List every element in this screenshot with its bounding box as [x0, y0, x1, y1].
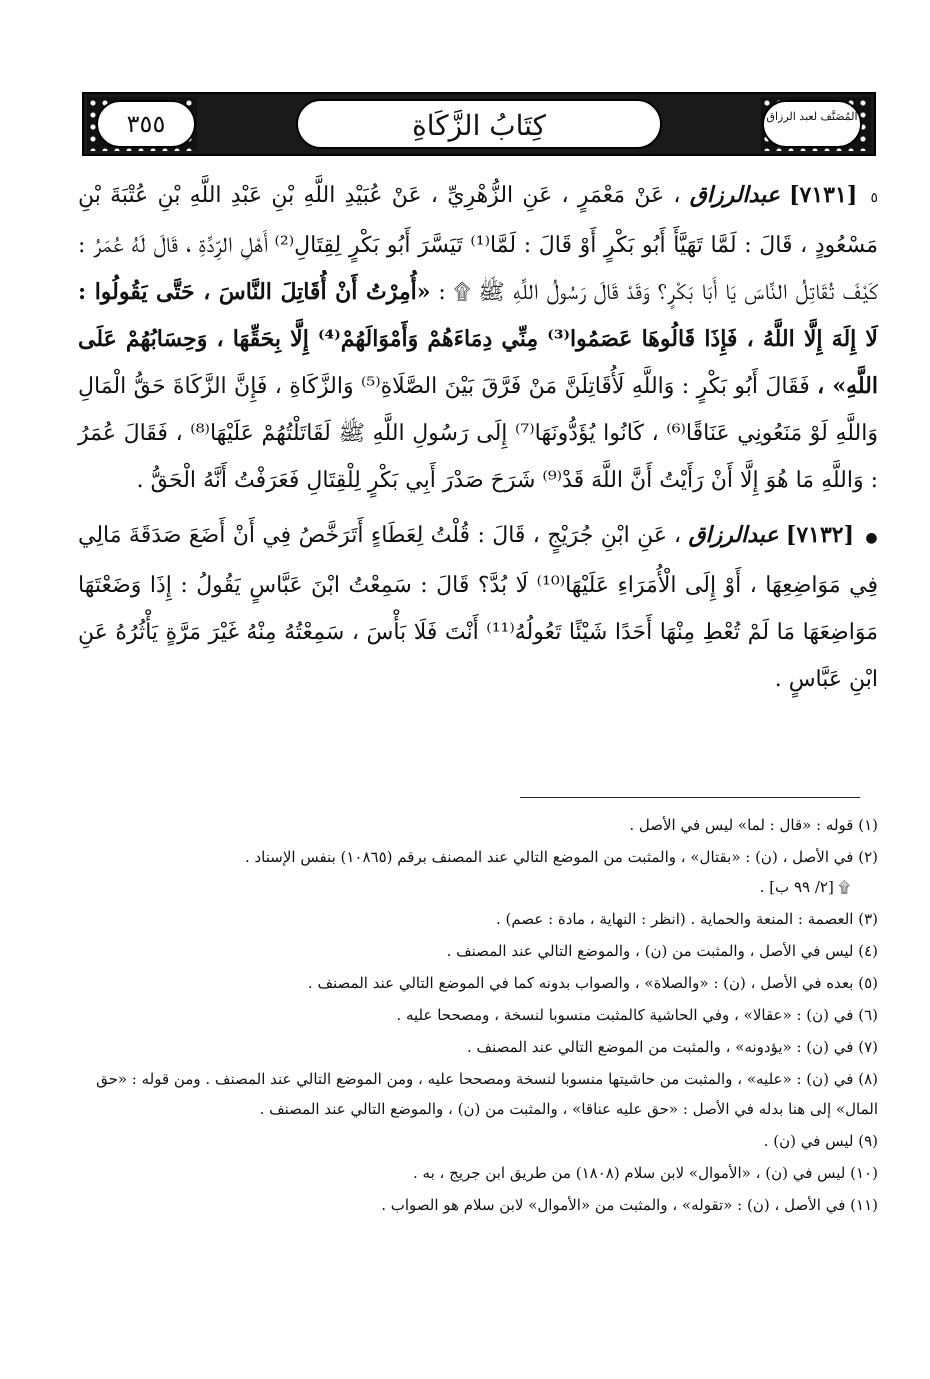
- hadith-text-continued: فَقَالَ أَبُو بَكْرٍ : وَاللَّهِ لَأُقَاتِلَنَّ مَنْ فَرَّقَ بَيْنَ الصَّلَاةِ⁽⁵⁾ وَالزَّكَاةِ ، فَإِنَّ الزَّكَاةَ حَقُّ الْمَالِ وَاللَّهِ لَوْ مَنَعُونِي عَنَاقًا⁽⁶⁾ ، كَانُوا يُؤَدُّونَهَا⁽⁷⁾ إِلَى رَسُولِ اللَّهِ ﷺ لَقَاتَلْتُهُمْ عَلَيْهَا⁽⁸⁾ ، فَقَالَ عُمَرُ : وَاللَّهِ مَا هُوَ إِلَّا أَنْ رَأَيْتُ أَنَّ اللَّهَ قَدْ⁽⁹⁾ شَرَحَ صَدْرَ أَبِي بَكْرٍ لِلْقِتَالِ فَعَرَفْتُ أَنَّهُ الْحَقُّ .: [78, 374, 878, 493]
- footnote-divider: [520, 797, 860, 798]
- footnote: [78, 904, 878, 934]
- hadith-number: [٧١٣١]: [789, 182, 858, 208]
- footnote-text: قوله : «قال : لما» ليس في الأصل .: [629, 816, 854, 834]
- main-text: [78, 172, 878, 703]
- footnote-text: بعده في الأصل ، (ن) : «والصلاة» ، والصواب بدونه كما في الموضع التالي عند المصنف .: [307, 974, 854, 992]
- chapter-title: كِتَابُ الزَّكَاةِ: [296, 99, 662, 149]
- footnote-text: في (ن) : «يؤدونه» ، والمثبت من الموضع التالي عند المصنف .: [467, 1038, 854, 1056]
- hadith-text: ، عَنْ مَعْمَرٍ ، عَنِ الزُّهْرِيِّ ، عَنْ عُبَيْدِ اللَّهِ بْنِ عَبْدِ اللَّهِ بْنِ عُتْبَةَ بْنِ مَسْعُودٍ ، قَالَ : لَمَّا تَهَيَّأَ أَبُو بَكْرٍ أَوْ قَالَ : لَمَّا⁽¹⁾ تَيَسَّرَ أَبُو بَكْرٍ لِقِتَالِ⁽²⁾ أَهْلِ الرِّدَّةِ ، قَالَ لَهُ عُمَرُ : كَيْفَ تُقَاتِلُ النَّاسَ يَا أَبَا بَكْرٍ؟ وَقَدْ قَالَ رَسُولُ اللَّهِ ﷺ ۩ :: [78, 183, 879, 305]
- hadith-author: عبدالرزاق: [688, 522, 779, 548]
- footnote-text: ليس في (ن) .: [763, 1132, 854, 1150]
- footnote-continuation: ۩ [٢/ ٩٩ ب] .: [759, 878, 850, 896]
- footnote-label: (٤): [858, 942, 878, 960]
- footnote-label: (٢): [858, 848, 878, 866]
- hadith-paragraph: [78, 512, 878, 703]
- footnote: [78, 810, 878, 840]
- footnote: [78, 842, 878, 902]
- footnote-label: (٨): [858, 1070, 878, 1088]
- hadith-author: عبدالرزاق: [689, 182, 780, 208]
- footnotes: [78, 810, 878, 1222]
- footnote-label: (٦): [858, 1006, 878, 1024]
- paragraph-marker: ●: [865, 530, 879, 546]
- footnote: [78, 1000, 878, 1030]
- book-badge: المُصَنَّف لعبد الرزاق: [762, 100, 862, 148]
- footnote: [78, 1126, 878, 1156]
- footnote-label: (٧): [858, 1038, 878, 1056]
- footnote-label: (١١): [850, 1196, 878, 1214]
- footnote: [78, 1190, 878, 1220]
- paragraph-marker: ٥: [870, 190, 879, 206]
- page-header: [82, 92, 876, 156]
- footnote-label: (٣): [858, 910, 878, 928]
- footnote-text: ليس في الأصل ، والمثبت من (ن) ، والموضع التالي عند المصنف .: [446, 942, 854, 960]
- hadith-number: [٧١٣٢]: [785, 522, 855, 548]
- hadith-quote: «أُمِرْتُ أَنْ أُقَاتِلَ النَّاسَ ، حَتَّى يَقُولُوا : لَا إِلَهَ إِلَّا اللَّهُ ، فَإِذَا قَالُوهَا عَصَمُوا⁽³⁾ مِنِّي دِمَاءَهُمْ وَأَمْوَالَهُمْ⁽⁴⁾ إِلَّا بِحَقِّهَا ، وَحِسَابُهُمْ عَلَى اللَّهِ» ،: [78, 279, 878, 399]
- page-number: ٣٥٥: [96, 100, 196, 148]
- footnote: [78, 1032, 878, 1062]
- footnote: [78, 1158, 878, 1188]
- hadith-text: ، عَنِ ابْنِ جُرَيْجٍ ، قَالَ : قُلْتُ لِعَطَاءٍ أَتَرَخَّصُ فِي أَنْ أَضَعَ صَدَقَةَ مَالِي فِي مَوَاضِعِهَا ، أَوْ إِلَى الْأُمَرَاءِ عَلَيْهَا⁽¹⁰⁾ لَا بُدَّ؟ قَالَ : سَمِعْتُ ابْنَ عَبَّاسٍ يَقُولُ : إِذَا وَضَعْتَهَا مَوَاضِعَهَا مَا لَمْ تُعْطِ مِنْهَا أَحَدًا شَيْئًا تَعُولُهُ⁽¹¹⁾ أَنْتَ فَلَا بَأْسَ ، سَمِعْتُهُ مِنْهُ غَيْرَ مَرَّةٍ يَأْثُرُهُ عَنِ ابْنِ عَبَّاسٍ .: [78, 523, 878, 692]
- footnote-label: (٥): [858, 974, 878, 992]
- footnote-label: (١٠): [850, 1164, 878, 1182]
- footnote-text: العصمة : المنعة والحماية . (انظر : النهاية ، مادة : عصم) .: [495, 910, 854, 928]
- footnote-text: ليس في (ن) ، «الأموال» لابن سلام (١٨٠٨) من طريق ابن جريج ، به .: [413, 1164, 846, 1182]
- footnote-label: (١): [858, 816, 878, 834]
- footnote: [78, 968, 878, 998]
- footnote: [78, 936, 878, 966]
- footnote-text: في الأصل ، (ن) : «تقوله» ، والمثبت من «الأموال» لابن سلام هو الصواب .: [381, 1196, 846, 1214]
- footnote: [78, 1064, 878, 1124]
- hadith-paragraph: [78, 172, 878, 504]
- footnote-text: في الأصل ، (ن) : «بقتال» ، والمثبت من الموضع التالي عند المصنف برقم (١٠٨٦٥) بنفس الإسناد .: [244, 848, 854, 866]
- footnote-text: في (ن) : «عليه» ، والمثبت من حاشيتها منسوبا لنسخة ومصححا عليه ، ومن الموضع التالي عند المصنف . ومن قوله : «حق المال» إلى هنا بدله في الأصل : «حق عليه عناقا» ، والمثبت من (ن) ، والموضع التالي عند المصنف .: [96, 1070, 878, 1118]
- footnote-label: (٩): [858, 1132, 878, 1150]
- footnote-text: في (ن) : «عقالا» ، وفي الحاشية كالمثبت منسوبا لنسخة ، ومصححا عليه .: [396, 1006, 854, 1024]
